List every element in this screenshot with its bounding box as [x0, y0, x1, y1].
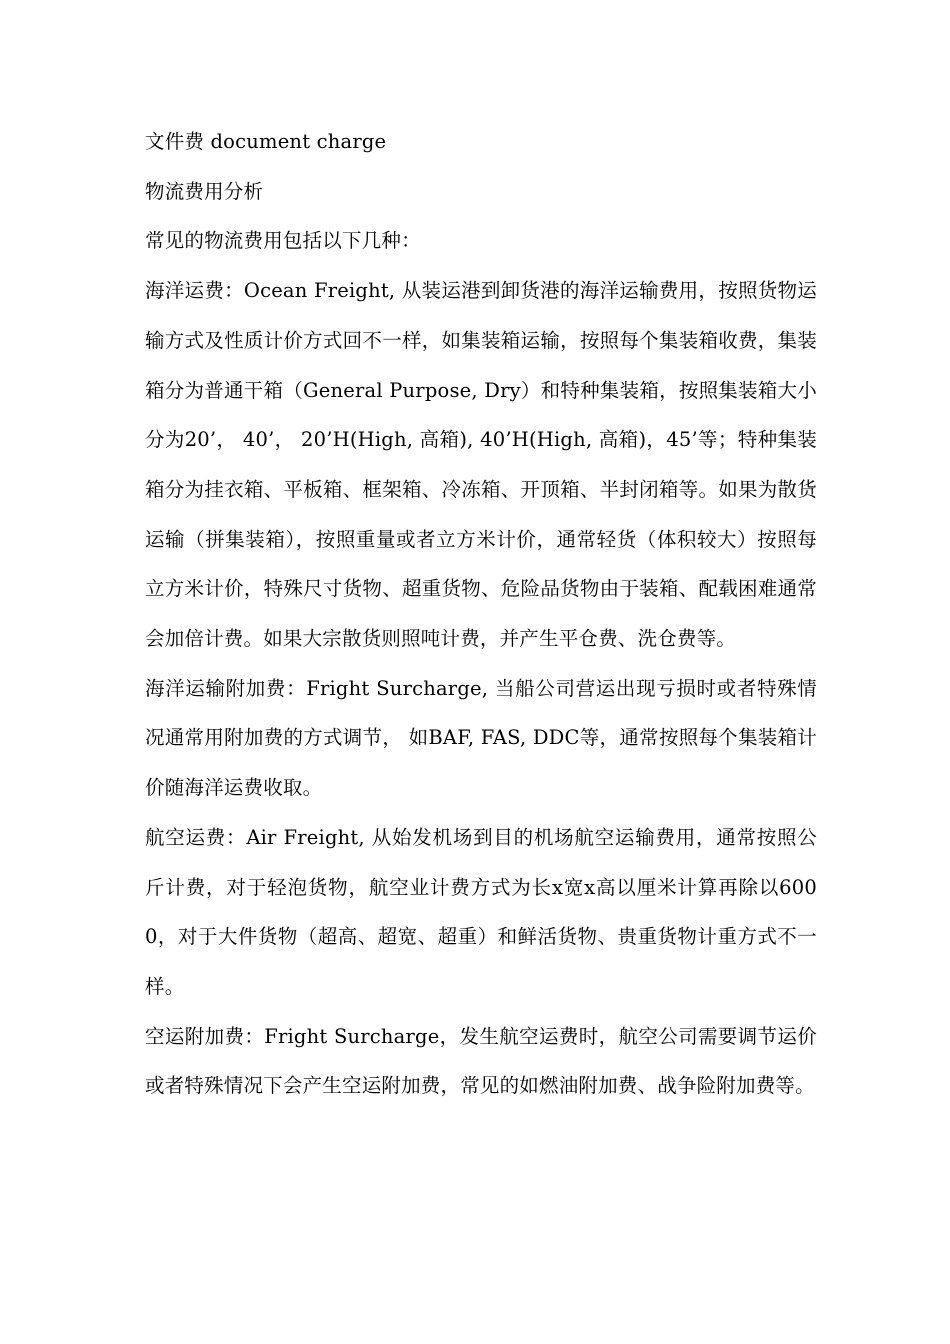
paragraph-document-charge: 文件费 document charge: [145, 130, 387, 153]
paragraph-ocean-surcharge: 海洋运输附加费：Fright Surcharge, 当船公司营运出现亏损时或者特殊情况通常用附加费的方式调节， 如BAF, FAS, DDC等，通常按照每个集装箱计价随海洋运费收取。: [145, 676, 817, 800]
paragraph-logistics-cost-analysis-heading: 物流费用分析: [145, 179, 264, 203]
paragraph-air-freight: 航空运费：Air Freight, 从始发机场到目的机场航空运输费用，通常按照公斤计费，对于轻泡货物，航空业计费方式为长x宽x高以厘米计算再除以6000，对于大件货物（超高、超宽、超重）和鲜活货物、贵重货物计重方式不一样。: [145, 825, 817, 998]
paragraph-common-costs-intro: 常见的物流费用包括以下几种：: [145, 229, 421, 253]
paragraph-ocean-freight: 海洋运费：Ocean Freight, 从装运港到卸货港的海洋运输费用，按照货物运输方式及性质计价方式回不一样，如集装箱运输，按照每个集装箱收费，集装箱分为普通干箱（General Purpose, Dry）和特种集装箱，按照集装箱大小分为20’， 40’， 20’H(High, 高箱), 40’H(High, 高箱)，45’等；特种集装箱分为挂衣箱、平板箱、框架箱、冷冻箱、开顶箱、半封闭箱等。如果为散货运输（拼集装箱），按照重量或者立方米计价，通常轻货（体积较大）按照每立方米计价，特殊尺寸货物、超重货物、危险品货物由于装箱、配载困难通常会加倍计费。如果大宗散货则照吨计费，并产生平仓费、洗仓费等。: [145, 279, 817, 651]
document-body: [145, 117, 817, 1111]
paragraph-air-surcharge: 空运附加费：Fright Surcharge，发生航空运费时，航空公司需要调节运价或者特殊情况下会产生空运附加费，常见的如燃油附加费、战争险附加费等。: [145, 1024, 817, 1098]
